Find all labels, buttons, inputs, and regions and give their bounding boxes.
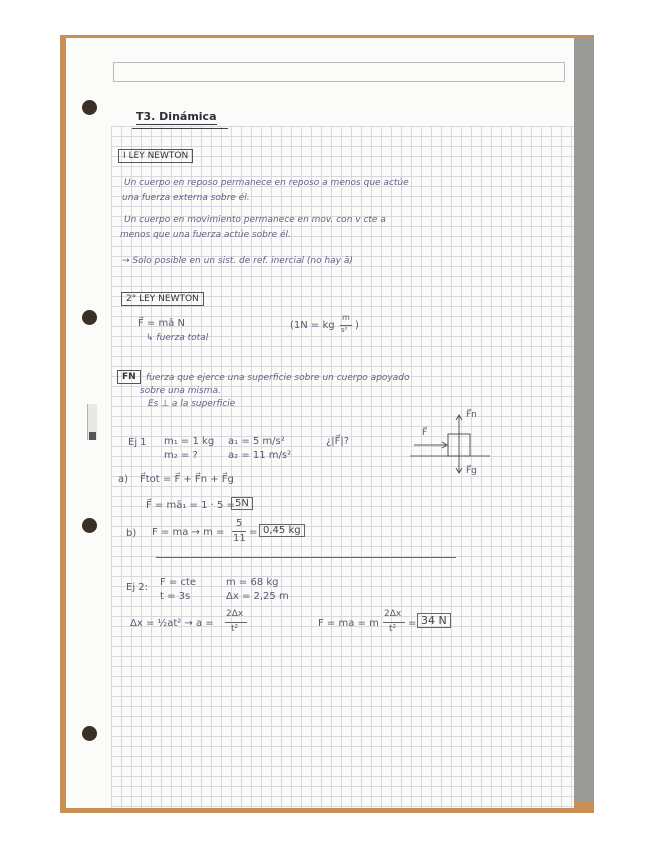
diagram-normal-force-label: F⃗n xyxy=(466,410,477,420)
page-header-box xyxy=(113,62,565,82)
newton-unit-numerator: m xyxy=(342,313,350,322)
example-1-m1: m₁ = 1 kg xyxy=(164,436,215,447)
first-law-note: → Solo posible en un sist. de ref. inercial (no hay ā) xyxy=(122,256,353,266)
margin-marker xyxy=(87,404,97,440)
second-law-formula-note: ↳ fuerza total xyxy=(146,333,209,343)
first-law-line-1a: Un cuerpo en reposo permanece en reposo a menos que actúe xyxy=(124,178,409,188)
example-2-force-equation: F = ma = m xyxy=(318,618,379,629)
example-1-question: ¿|F⃗|? xyxy=(326,436,350,447)
example-2-given-force: F = cte xyxy=(160,577,197,588)
part-a-equation: F⃗tot = F⃗ + F⃗n + F⃗g xyxy=(140,474,234,485)
punch-hole xyxy=(82,726,97,741)
second-law-heading: 2° LEY NEWTON xyxy=(121,292,204,306)
diagram-weight-label: F⃗g xyxy=(466,466,477,476)
example-1-a2: a₂ = 11 m/s² xyxy=(228,450,292,461)
scan-edge-strip xyxy=(574,38,594,802)
normal-force-line-1: fuerza que ejerce una superficie sobre un cuerpo apoyado xyxy=(146,373,410,383)
part-b-answer: 0,45 kg xyxy=(259,524,305,537)
punch-hole xyxy=(82,100,97,115)
normal-force-label: FN xyxy=(117,370,141,384)
example-2-given-time: t = 3s xyxy=(160,591,191,602)
page-title: T3. Dinámica xyxy=(136,110,217,123)
first-law-heading: I LEY NEWTON xyxy=(118,149,193,163)
example-2-equals: = xyxy=(408,618,417,629)
example-2-given-mass: m = 68 kg xyxy=(226,577,279,588)
newton-unit-close: ) xyxy=(355,320,359,331)
normal-force-line-2: sobre una misma. xyxy=(140,386,221,396)
diagram-applied-force-label: F⃗ xyxy=(422,428,428,438)
first-law-line-2a: Un cuerpo en movimiento permanece en mov. con v cte a xyxy=(124,215,386,225)
example-2-label: Ej 2: xyxy=(126,582,149,593)
newton-unit-lhs: (1N = kg xyxy=(290,320,335,331)
first-law-line-2b: menos que una fuerza actúe sobre él. xyxy=(120,230,291,240)
example-1-label: Ej 1 xyxy=(128,437,147,448)
normal-force-line-3: Es ⊥ a la superficie xyxy=(148,399,236,409)
title-double-underline xyxy=(132,128,228,129)
example-2-given-displacement: Δx = 2,25 m xyxy=(226,591,289,602)
fraction-bar xyxy=(383,622,405,623)
fraction-bar xyxy=(232,531,246,532)
example-2-answer: 34 N xyxy=(417,613,451,628)
part-a-answer: 5N xyxy=(231,497,253,510)
part-b-fraction-numerator: 5 xyxy=(236,518,243,529)
part-a-label: a) xyxy=(118,474,129,485)
example-1-a1: a₁ = 5 m/s² xyxy=(228,436,285,447)
example-2-eq2-denominator: t² xyxy=(389,624,397,634)
fraction-bar xyxy=(225,622,247,623)
second-law-formula: F⃗ = mā N xyxy=(138,318,186,329)
newton-unit-denominator: s² xyxy=(341,326,348,334)
example-1-m2: m₂ = ? xyxy=(164,450,198,461)
part-b-fraction-denominator: 11 xyxy=(233,533,246,544)
example-2-eq1-numerator: 2Δx xyxy=(226,609,244,619)
example-2-eq1-denominator: t² xyxy=(231,624,239,634)
force-diagram xyxy=(410,412,490,482)
part-b-equation: F = ma → m = xyxy=(152,527,225,538)
example-2-eq2-numerator: 2Δx xyxy=(384,609,402,619)
part-a-calculation: F⃗ = mā₁ = 1 · 5 = xyxy=(146,500,235,511)
punch-hole xyxy=(82,518,97,533)
part-b-label: b) xyxy=(126,528,137,539)
section-divider xyxy=(156,557,456,558)
example-2-kinematics-equation: Δx = ½at² → a = xyxy=(130,618,214,629)
first-law-line-1b: una fuerza externa sobre él. xyxy=(122,193,250,203)
punch-hole xyxy=(82,310,97,325)
part-b-equals: = xyxy=(249,527,258,538)
